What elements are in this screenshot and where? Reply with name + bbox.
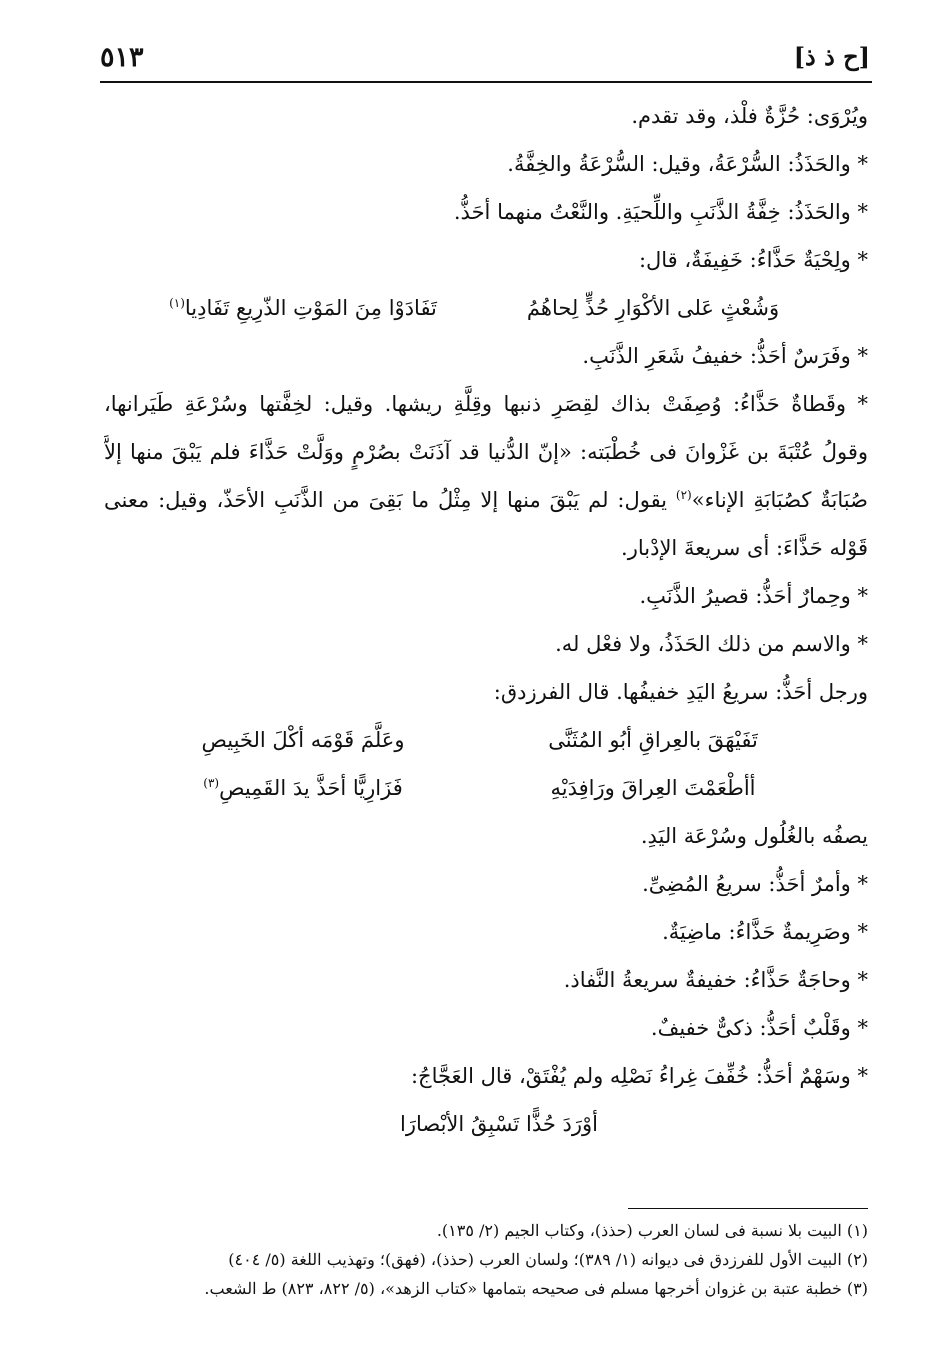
poetry-verse xyxy=(104,764,868,812)
text-line: * والاسم من ذلك الحَذَذُ، ولا فعْل له. xyxy=(555,632,868,656)
verse-first-hemistich: تَفَيْهَقَ بالعِراقِ أبُو المُثَنَّى xyxy=(548,728,758,752)
verse-first-hemistich: وَشُعْثٍ عَلى الأكْوَارِ حُذٍّ لِحاهُمُ xyxy=(526,296,780,320)
footnotes xyxy=(104,1216,868,1303)
text-line: * ولِحْيَةٌ حَذَّاءُ: خَفِيفَةٌ، قال: xyxy=(638,248,868,272)
verse-second-hemistich: وعَلَّمَ قَوْمَه أكْلَ الخَبِيصِ xyxy=(201,728,405,752)
text-line: قَوْله حَذَّاءَ: أى سريعةَ الإدْبار. xyxy=(621,536,868,560)
header-rule xyxy=(100,81,872,83)
text-line: وقولُ عُتْبَةَ بن غَزْوانَ فى خُطْبَته: «إنّ الدُّنيا قد آذَنَتْ بصُرْمٍ ووَلَّتْ حَذَّاءَ فلم يَبْقَ منها إلاَّ xyxy=(104,440,868,464)
text-line: * وقَلْبٌ أحَذُّ: ذكىٌّ خفيفٌ. xyxy=(650,1016,868,1040)
footnote-1: (١) البيت بلا نسبة فى لسان العرب (حذذ)، وكتاب الجيم (٢/ ١٣٥). xyxy=(436,1221,868,1240)
text-line: * والحَذَذُ: السُّرْعَةُ، وقيل: السُّرْعَةُ والخِفَّةُ. xyxy=(507,152,868,176)
text-line: يصفُه بالغُلُول وسُرْعَة اليَدِ. xyxy=(640,824,868,848)
footnote-2: (٢) البيت الأول للفرزدق فى ديوانه (١/ ٣٨٩)؛ ولسان العرب (حذذ)، (فهق)؛ وتهذيب اللغة (٥/ ٤٠٤) xyxy=(228,1250,868,1269)
text-line: * وفَرَسٌ أحَذُّ: خفيفُ شَعَرِ الذَّنَبِ. xyxy=(582,344,868,368)
text-line xyxy=(104,476,868,524)
text-line: ويُرْوَى: حُزَّةٌ فلْذ، وقد تقدم. xyxy=(631,104,868,128)
verse-second-hemistich xyxy=(138,764,468,812)
hemistich-text: فَزَارِيًّا أحَذَّ يدَ القَمِيصِ xyxy=(219,776,403,800)
verse-first-hemistich: أأطْعَمْتَ العِراقَ ورَافِدَيْهِ xyxy=(550,776,756,800)
text-line: * وصَرِيمةٌ حَذَّاءُ: ماضِيَةٌ. xyxy=(662,920,868,944)
footnote-3: (٣) خطبة عتبة بن غزوان أخرجها مسلم فى صحيحه بتمامها «كتاب الزهد»، (٥/ ٨٢٢، ٨٢٣) ط الشعب. xyxy=(204,1279,868,1298)
footnote-marker: (٣) xyxy=(203,776,220,790)
text-segment: يقول: لم يَبْقَ منها إلا مِثْلُ ما بَقِىَ من الذَّنَبِ الأحَذّ، وقيل: معنى xyxy=(104,488,676,512)
footnote-marker: (١) xyxy=(169,296,185,310)
footnote-rule xyxy=(628,1208,868,1209)
poetry-verse xyxy=(104,716,868,764)
text-line: * وسَهْمٌ أحَذُّ: خُفِّفَ غِراءُ نَصْلِه ولم يُفْتَقْ، قال العَجَّاجُ: xyxy=(410,1064,868,1088)
root-letters-label: [ح ذ ذ] xyxy=(793,42,870,71)
page-header xyxy=(100,40,870,78)
rajaz-verse: أوْرَدَ حُذًّا تَسْبِقُ الأبْصارَا xyxy=(399,1112,598,1136)
text-line: * وحِمارٌ أحَذُّ: قصيرُ الذَّنَبِ. xyxy=(639,584,868,608)
text-line: * والحَذَذُ: خِفَّةُ الذَّنَبِ واللِّحيَةِ. والنَّعْتُ منهما أحَذُّ. xyxy=(453,200,868,224)
text-line: * وأمرٌ أحَذُّ: سريعُ المُضِىِّ. xyxy=(642,872,868,896)
text-line: * وقَطاةٌ حَذَّاءُ: وُصِفَتْ بذاك لقِصَرِ ذنبها وقِلَّةِ ريشها. وقيل: لخِفَّتها وسُرْعَةِ طَيَرانها، xyxy=(104,392,868,416)
page-number: ٥١٣ xyxy=(100,42,144,73)
text-segment: صُبَابَةٌ كصُبَابَةِ الإناء» xyxy=(691,488,868,512)
poetry-verse xyxy=(104,284,868,332)
text-line: * وحاجَةٌ حَذَّاءُ: خفيفةٌ سريعةُ النَّفاذ. xyxy=(563,968,868,992)
hemistich-text: تَفَادَوْا مِنَ المَوْتِ الذّرِيعِ تَفَادِيا xyxy=(184,296,437,320)
text-line: ورجل أحَذُّ: سريعُ اليَدِ خفيفُها. قال الفرزدق: xyxy=(493,680,868,704)
verse-second-hemistich xyxy=(138,284,468,332)
entry-text xyxy=(104,92,868,1148)
footnote-marker: (٢) xyxy=(675,488,692,502)
